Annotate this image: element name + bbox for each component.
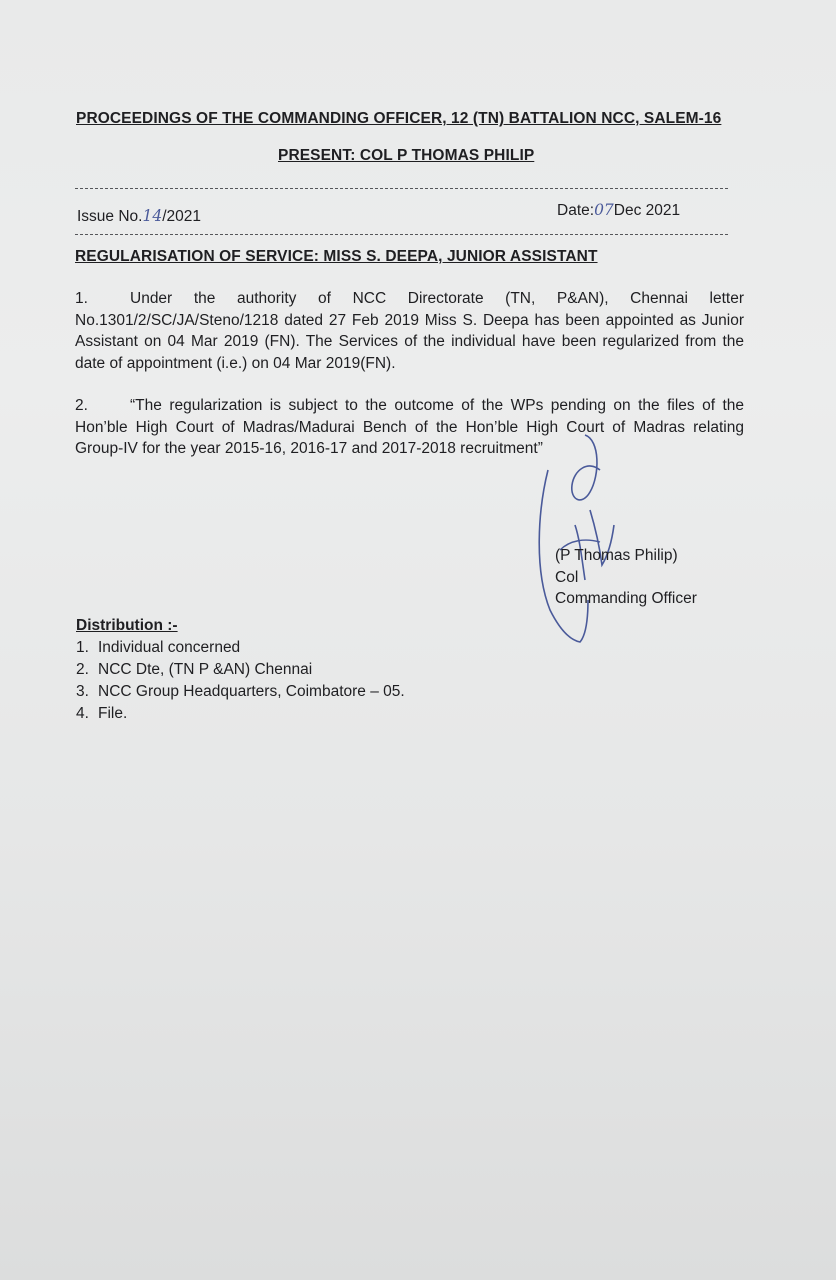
signatory-name: (P Thomas Philip) (555, 547, 678, 564)
signatory-designation: Commanding Officer (555, 590, 697, 607)
distribution-title: Distribution :- (76, 617, 178, 634)
list-item: 1. Individual concerned (76, 639, 241, 656)
divider-top (75, 188, 728, 189)
signature-block (555, 545, 697, 610)
signatory-rank: Col (555, 568, 579, 586)
issue-handwritten-number: 14 (142, 207, 163, 225)
issue-number (77, 207, 201, 226)
paragraph-text: Under the authority of NCC Directorate (TN, P&AN), Chennai letter No.1301/2/SC/JA/Steno/1218 dated 27 Feb 2019 Miss S. Deepa has been appointed as Junior Assistant on 04 Mar 2019 (FN). The Services of the individual have been regularized from the date of appointment (i.e.) on 04 Mar 2019(FN). (75, 290, 744, 372)
paragraph-2 (75, 395, 744, 460)
issue-year: /2021 (162, 208, 202, 225)
list-item: 2. NCC Dte, (TN P &AN) Chennai (76, 661, 313, 678)
date-label: Date: (557, 202, 595, 219)
distribution-list (76, 637, 405, 725)
present-officer: PRESENT: COL P THOMAS PHILIP (278, 147, 535, 164)
paragraph-number: 2. (75, 397, 88, 414)
issue-date (557, 201, 680, 220)
paragraph-1 (75, 288, 744, 374)
paragraph-text: “The regularization is subject to the outcome of the WPs pending on the files of the Hon’ble High Court of Madras/Madurai Bench of the Hon’ble High Court of Madras relating Group-IV for the year 2015-16, 2016-17 and 2017-2018 recruitment” (75, 397, 744, 457)
paragraph-number: 1. (75, 290, 88, 307)
subject-line: REGULARISATION OF SERVICE: MISS S. DEEPA, JUNIOR ASSISTANT (75, 248, 598, 265)
document-title: PROCEEDINGS OF THE COMMANDING OFFICER, 12 (TN) BATTALION NCC, SALEM-16 (76, 110, 722, 127)
list-item: 3. NCC Group Headquarters, Coimbatore – 05. (76, 683, 405, 700)
handwritten-signature (530, 430, 640, 645)
list-item: 4. File. (76, 705, 128, 722)
date-handwritten-day: 07 (594, 201, 614, 219)
issue-label: Issue No. (77, 208, 143, 225)
divider-bottom (75, 234, 728, 235)
date-rest: Dec 2021 (613, 202, 681, 219)
